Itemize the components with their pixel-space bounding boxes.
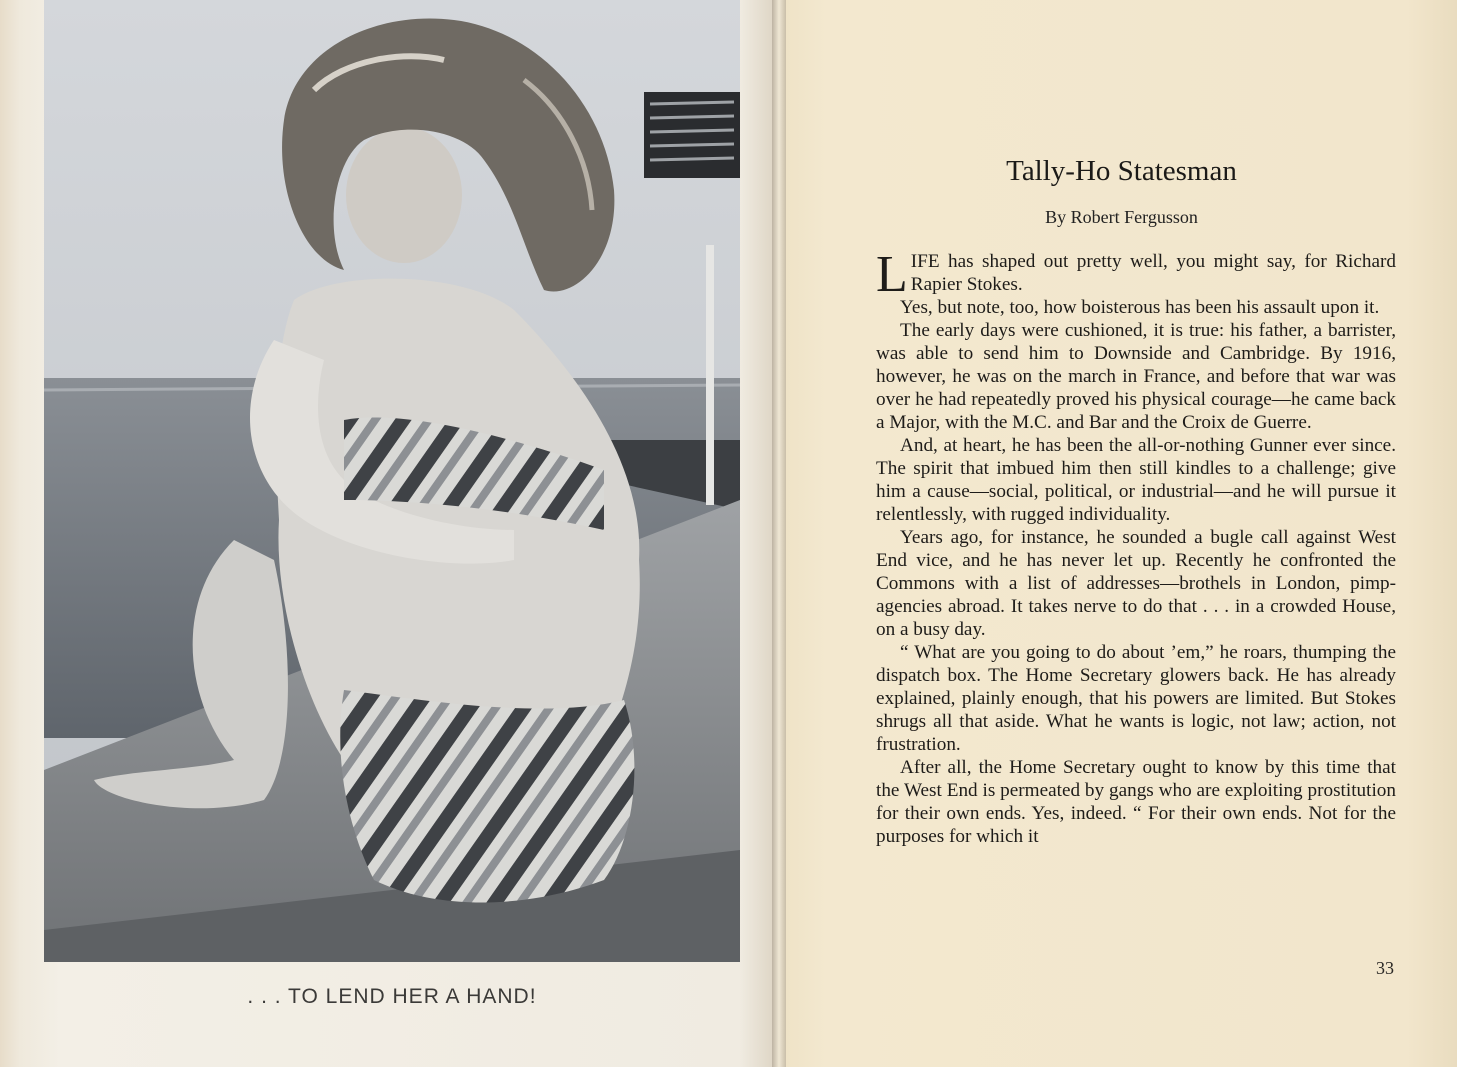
photo-caption: . . . TO LEND HER A HAND! [247,985,537,1008]
article-body [876,246,1396,848]
woman-in-striped-swimsuit-icon [44,0,740,962]
right-page [786,0,1457,1067]
paragraph: Years ago, for instance, he sounded a bugle call against West End vice, and he has never let up. Recently he confronted the Commons with a list of addresses—brothels in London, pimp-agencies abroad. It takes nerve to do that . . . in a crowded House, on a busy day. [876,527,1396,640]
drop-cap: L [876,246,908,303]
paragraph: After all, the Home Secretary ought to know by this time that the West End is permeated by gangs who are exploiting prostitution for their own ends. Yes, indeed. “ For their own ends. Not for the purposes for which it [876,757,1396,847]
paragraph: LIFE has shaped out pretty well, you might say, for Richard Rapier Stokes. [876,246,1396,303]
paragraph: The early days were cushioned, it is true: his father, a barrister, was able to send him to Downside and Cambridge. By 1916, however, he was on the march in France, and before that war was over he had repeatedly proved his physical courage—he came back a Major, with the M.C. and Bar and the Croix de Guerre. [876,320,1396,433]
paragraph: “ What are you going to do about ’em,” he roars, thumping the dispatch box. The Home Secretary glowers back. He has already explained, plainly enough, that his powers are limited. But Stokes shrugs all that aside. What he wants is logic, not law; action, not frustration. [876,642,1396,755]
photo [44,0,740,962]
page-number: 33 [1376,958,1394,978]
article-title: Tally-Ho Statesman [1006,155,1237,187]
book-gutter [772,0,786,1067]
paragraph: And, at heart, he has been the all-or-nothing Gunner ever since. The spirit that imbued him then still kindles to a challenge; give him a cause—social, political, or industrial—and he will pursue it relentlessly, with rugged individuality. [876,435,1396,525]
article-byline: By Robert Fergusson [1045,207,1198,227]
paragraph: Yes, but note, too, how boisterous has been his assault upon it. [900,297,1380,318]
